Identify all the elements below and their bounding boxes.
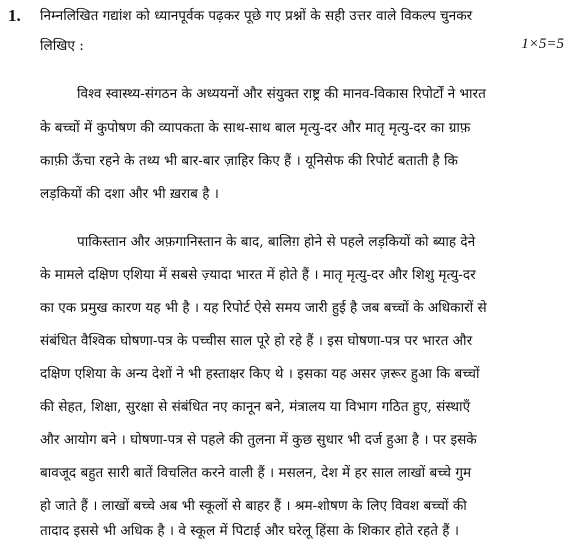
paragraph-2-line-8: बावजूद बहुत सारी बातें विचलित करने वाली हैं । मसलन, देश में हर साल लाखों बच्चे गुम bbox=[40, 465, 472, 481]
paragraph-1-line-4: लड़कियों की दशा और भी ख़राब है । bbox=[40, 186, 219, 202]
paragraph-1-line-1: विश्व स्वास्थ्य-संगठन के अध्ययनों और संयुक्त राष्ट्र की मानव-विकास रिपोर्टों ने भारत bbox=[77, 86, 486, 102]
question-instruction-line-1: निम्नलिखित गद्यांश को ध्यानपूर्वक पढ़कर पूछे गए प्रश्नों के सही उत्तर वाले विकल्प चुनकर bbox=[40, 8, 473, 24]
paragraph-2-line-10: तादाद इससे भी अधिक है । वे स्कूल में पिटाई और घरेलू हिंसा के शिकार होते रहते हैं । bbox=[40, 523, 459, 539]
paragraph-2-line-3: का एक प्रमुख कारण यह भी है । यह रिपोर्ट ऐसे समय जारी हुई है जब बच्चों के अधिकारों से bbox=[40, 300, 487, 316]
paragraph-2-line-2: के मामले दक्षिण एशिया में सबसे ज़्यादा भारत में होते हैं । मातृ मृत्यु-दर और शिशु मृत्यु-दर bbox=[40, 267, 476, 283]
paragraph-2-line-5: दक्षिण एशिया के अन्य देशों ने भी हस्ताक्षर किए थे । इसका यह असर ज़रूर हुआ कि बच्चों bbox=[40, 366, 480, 382]
paragraph-2-line-4: संबंधित वैश्विक घोषणा-पत्र के पच्चीस साल पूरे हो रहे हैं । इस घोषणा-पत्र पर भारत और bbox=[40, 333, 473, 349]
paragraph-1-line-2: के बच्चों में कुपोषण की व्यापकता के साथ-साथ बाल मृत्यु-दर और मातृ मृत्यु-दर का ग्राफ़ bbox=[40, 120, 471, 136]
paragraph-2-line-7: और आयोग बने । घोषणा-पत्र से पहले की तुलना में कुछ सुधार भी दर्ज हुआ है । पर इसके bbox=[40, 432, 477, 448]
marks-allocation: 1×5=5 bbox=[521, 36, 564, 52]
paragraph-2-line-9: हो जाते हैं । लाखों बच्चे अब भी स्कूलों से बाहर हैं । श्रम-शोषण के लिए विवश बच्चों की bbox=[40, 498, 467, 514]
paragraph-2-line-6: की सेहत, शिक्षा, सुरक्षा से संबंधित नए कानून बने, मंत्रालय या विभाग गठित हुए, संस्थाएँ bbox=[40, 399, 471, 415]
paragraph-2-line-1: पाकिस्तान और अफ़गानिस्तान के बाद, बालिग़ होने से पहले लड़कियों को ब्याह देने bbox=[77, 234, 476, 250]
paragraph-1-line-3: काफ़ी ऊँचा रहने के तथ्य भी बार-बार ज़ाहिर किए हैं । यूनिसेफ की रिपोर्ट बताती है कि bbox=[40, 153, 458, 169]
question-instruction-line-2: लिखिए : bbox=[40, 38, 84, 54]
question-number: 1. bbox=[8, 6, 21, 25]
